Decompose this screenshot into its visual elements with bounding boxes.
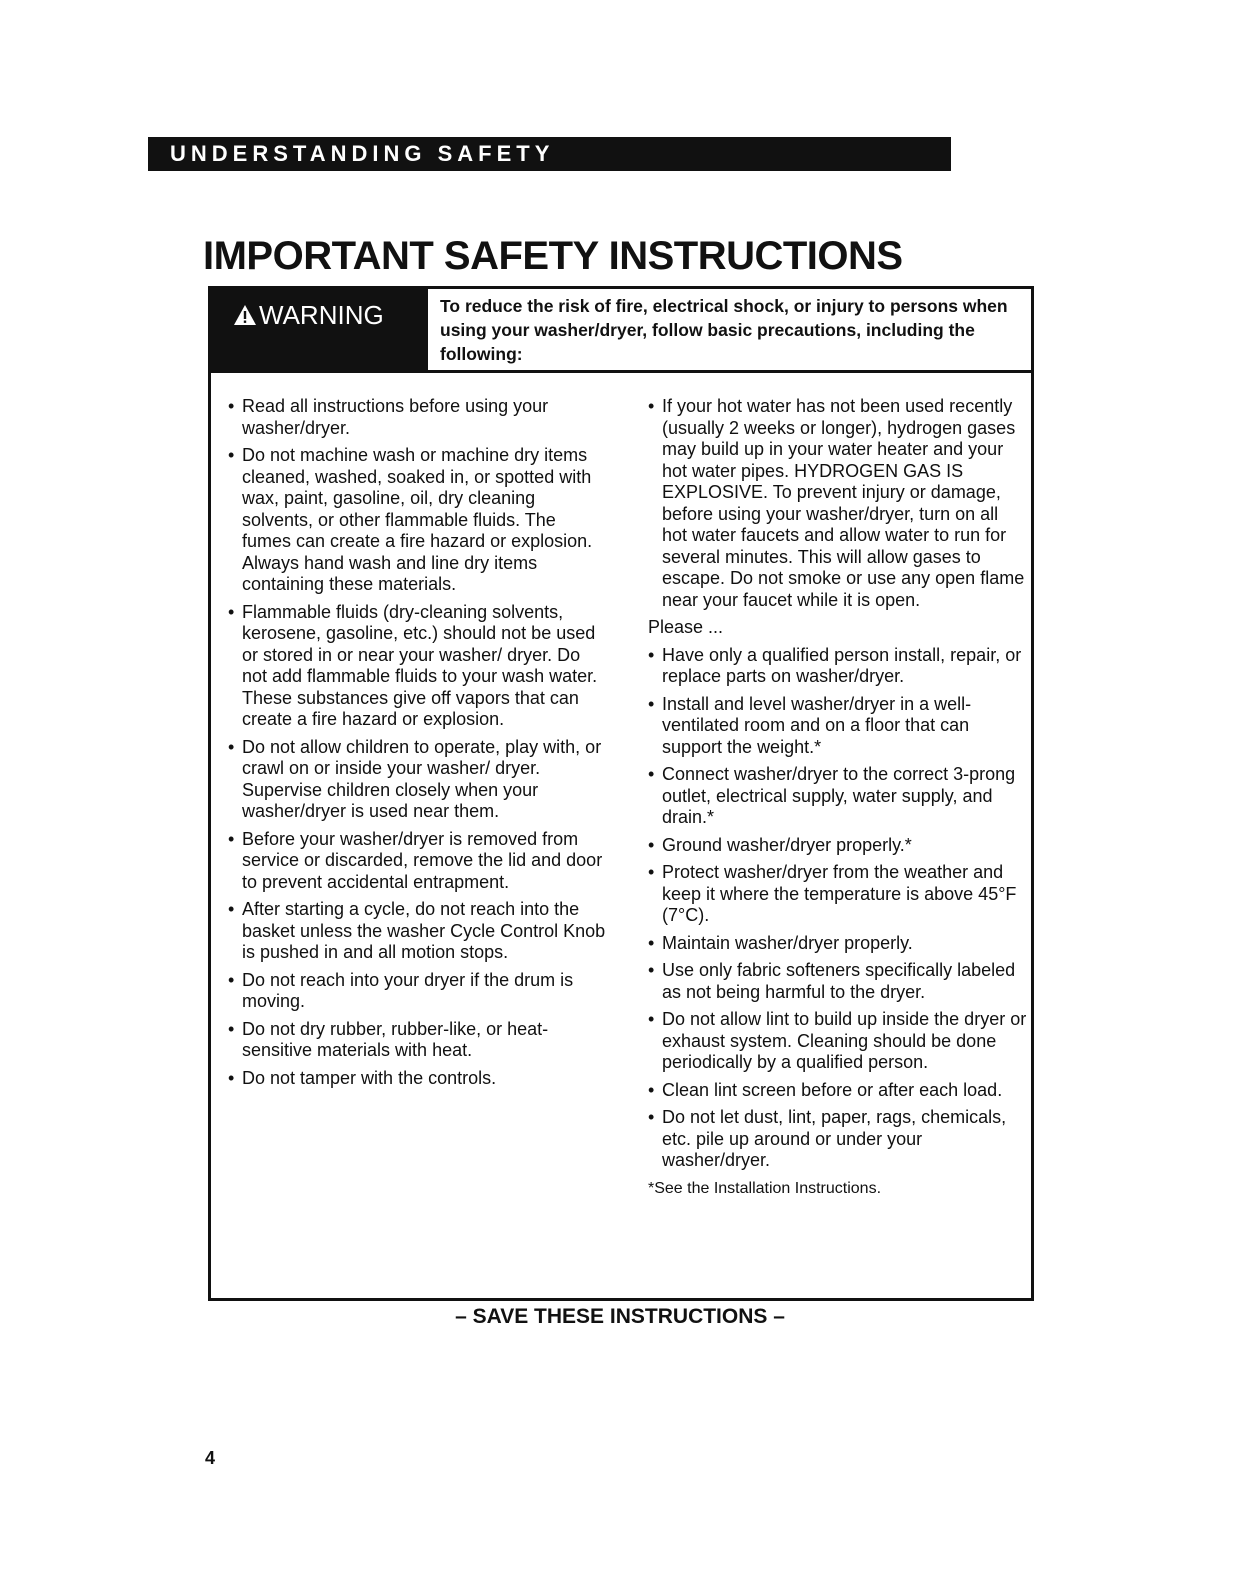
page-number: 4 bbox=[205, 1448, 216, 1468]
hydrogen-gas-warning: • If your hot water has not been used recently (usually 2 weeks or longer), hydrogen gases may build up in your water heater and your hot water pipes. HYDROGEN GAS IS EXPLOSIVE. To prevent injury or damage, before using your washer/dryer, turn on all hot water faucets and allow water to run for several minutes. This will allow gases to escape. Do not smoke or use any open flame near your faucet while it is open. bbox=[648, 396, 1028, 611]
list-item: • Do not allow children to operate, play with, or crawl on or inside your washer/ dryer. Supervise children closely when your washer/dryer is used near them. bbox=[228, 737, 608, 823]
list-item: • Before your washer/dryer is removed from service or discarded, remove the lid and door to prevent accidental entrapment. bbox=[228, 829, 608, 894]
page-title: IMPORTANT SAFETY INSTRUCTIONS bbox=[203, 234, 903, 278]
please-label: Please ... bbox=[648, 617, 724, 637]
warning-label bbox=[211, 289, 428, 370]
list-item: • Clean lint screen before or after each load. bbox=[648, 1080, 1028, 1102]
list-item: • Ground washer/dryer properly.* bbox=[648, 835, 1028, 857]
list-item: • Install and level washer/dryer in a well-ventilated room and on a floor that can support the weight.* bbox=[648, 694, 1028, 759]
list-item: • Do not allow lint to build up inside the dryer or exhaust system. Cleaning should be done periodically by a qualified person. bbox=[648, 1009, 1028, 1074]
warning-triangle-icon bbox=[233, 304, 257, 326]
list-item: • Do not tamper with the controls. bbox=[228, 1068, 608, 1090]
list-item: • Do not reach into your dryer if the drum is moving. bbox=[228, 970, 608, 1013]
list-item: • Read all instructions before using your washer/dryer. bbox=[228, 396, 608, 439]
list-item: • Use only fabric softeners specifically labeled as not being harmful to the dryer. bbox=[648, 960, 1028, 1003]
list-item: • Do not dry rubber, rubber-like, or heat-sensitive materials with heat. bbox=[228, 1019, 608, 1062]
section-banner: UNDERSTANDING SAFETY bbox=[148, 137, 951, 171]
warning-box bbox=[208, 286, 1034, 1301]
left-column bbox=[228, 396, 608, 1095]
warning-header bbox=[211, 289, 1031, 373]
warning-label-text: WARNING bbox=[259, 300, 384, 330]
warning-text: To reduce the risk of fire, electrical shock, or injury to persons when using your washer/dryer, follow basic precautions, including the following: bbox=[440, 296, 1008, 364]
list-item: • After starting a cycle, do not reach into the basket unless the washer Cycle Control Knob is pushed in and all motion stops. bbox=[228, 899, 608, 964]
left-instruction-list bbox=[228, 396, 608, 1089]
list-item: • Flammable fluids (dry-cleaning solvents, kerosene, gasoline, etc.) should not be used or stored in or near your washer/ dryer. Do not add flammable fluids to your wash water. These substances give off vapors that can create a fire hazard or explosion. bbox=[228, 602, 608, 731]
list-item: • Protect washer/dryer from the weather and keep it where the temperature is above 45°F (7°C). bbox=[648, 862, 1028, 927]
list-item: • Maintain washer/dryer properly. bbox=[648, 933, 1028, 955]
list-item: • Connect washer/dryer to the correct 3-prong outlet, electrical supply, water supply, and drain.* bbox=[648, 764, 1028, 829]
right-instruction-list bbox=[648, 645, 1028, 1172]
installation-footnote: *See the Installation Instructions. bbox=[648, 1179, 882, 1197]
list-item: • Do not machine wash or machine dry items cleaned, washed, soaked in, or spotted with wax, paint, gasoline, oil, dry cleaning solvents, or other flammable fluids. The fumes can create a fire hazard or explosion. Always hand wash and line dry items containing these materials. bbox=[228, 445, 608, 596]
save-instructions-note: – SAVE THESE INSTRUCTIONS – bbox=[455, 1305, 785, 1328]
list-item: • Do not let dust, lint, paper, rags, chemicals, etc. pile up around or under your washer/dryer. bbox=[648, 1107, 1028, 1172]
list-item: • Have only a qualified person install, repair, or replace parts on washer/dryer. bbox=[648, 645, 1028, 688]
right-column bbox=[648, 396, 1028, 1205]
